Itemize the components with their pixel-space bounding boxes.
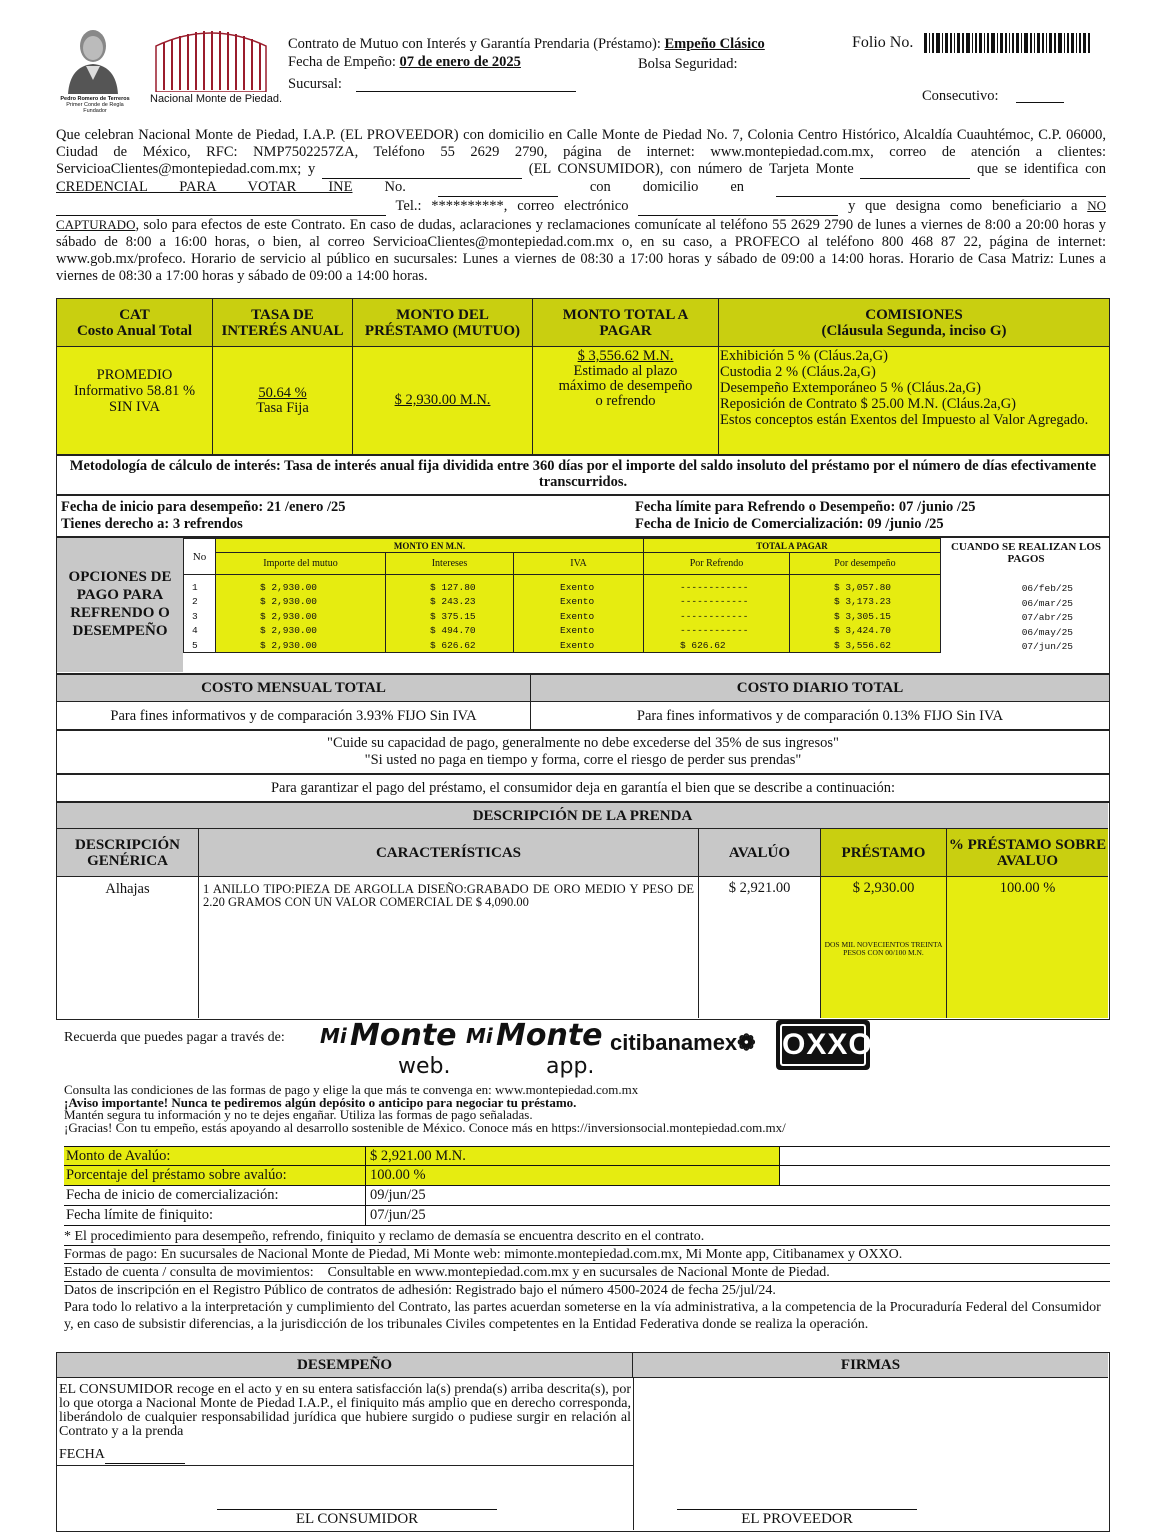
option-no: 2 (184, 595, 216, 610)
founder-portrait (62, 22, 124, 94)
caption-line: Primer Conde de Regla (66, 102, 124, 108)
contact-paragraph: , solo para efectos de este Contrato. En caso de dudas, aclaraciones y reclamaciones comunícate al teléfono 55 2629 2790 de lunes a viernes de 8:00 a 20:00 horas y sábado de 8:00 a 16:00 horas, o bien, al correo ServicioaClientes@montepiedad.com.mx o, en su caso, a PROFECO al teléfono 800 468 87 22, página de internet: www.gob.mx/profeco. Horario de servicio al público en sucursales: Lunes a viernes de 08:30 a 17:00 horas y sábado de 09:00 a 14:00 horas. Horario de Casa Matriz: Lunes a viernes de 08:30 a 17:00 horas y sábado de 09:00 a 14:00 horas. (56, 217, 1106, 284)
resumen-value: 100.00 % (366, 1166, 780, 1185)
option-intereses: $ 626.62 (386, 638, 514, 653)
costos-section (56, 674, 1110, 730)
fecha-line (288, 54, 521, 71)
mimonte-web-logo (320, 1016, 457, 1082)
aviso-importante: ¡Aviso importante! Nunca te pediremos algún depósito o anticipo para negociar tu préstamo. (64, 1094, 577, 1110)
option-iva: Exento (514, 595, 644, 610)
intro-text (56, 127, 1106, 285)
opcion-row (184, 609, 941, 624)
option-refrendo: ------------ (644, 575, 790, 595)
sucursal-label: Sucursal: (288, 76, 342, 92)
mimonte-app-logo (466, 1016, 603, 1082)
fecha-pago: 06/feb/25 (1021, 583, 1073, 594)
cat-value: Informativo 58.81 % (73, 383, 196, 399)
email-field (638, 198, 838, 216)
resumen-row (64, 1186, 1110, 1206)
option-intereses: $ 127.80 (386, 575, 514, 595)
fecha-limite: Fecha límite para Refrendo o Desempeño: 07 /junio /25 (635, 499, 976, 515)
consumidor-signature-label: EL CONSUMIDOR (295, 1511, 419, 1527)
sucursal-line (288, 76, 342, 93)
citibanamex-icon: ❁ (737, 1030, 756, 1055)
citibanamex-logo (610, 1030, 756, 1056)
option-intereses: $ 243.23 (386, 595, 514, 610)
fecha-pago: 06/mar/25 (1021, 597, 1073, 609)
option-desempeno: $ 3,424.70 (790, 624, 941, 639)
fecha-line (59, 1447, 185, 1464)
tasa-value: 50.64 % (258, 384, 307, 401)
summary-section (56, 298, 1110, 455)
tel-text: Tel.: **********, correo electrónico (395, 198, 629, 214)
option-desempeno: $ 3,556.62 (790, 638, 941, 653)
header-avaluo: AVALÚO (699, 829, 821, 877)
beneficiario-value: NO CAPTURADO (56, 198, 1106, 232)
registro-text: Datos de inscripción en el Registro Público de contratos de adhesión: Registrado bajo el número 4500-2024 de fecha 25/jul/24. (64, 1283, 776, 1298)
header-cuando: CUANDO SE REALIZAN LOS PAGOS (950, 541, 1102, 565)
logo-web: web. (398, 1054, 451, 1079)
portrait-caption (50, 96, 140, 114)
resumen-table (64, 1146, 1110, 1226)
logo-mi: Mi (466, 1024, 493, 1048)
cat-line: SIN IVA (109, 399, 160, 415)
legal-block (64, 1228, 1110, 1333)
option-iva: Exento (514, 624, 644, 639)
consumidor-text: (EL CONSUMIDOR), con número de Tarjeta Monte (528, 161, 854, 177)
resumen-value: 09/jun/25 (370, 1187, 426, 1203)
prenda-prestamo-cell (821, 877, 947, 1018)
fecha-pago: 06/may/25 (1021, 626, 1073, 638)
logo-monte: Monte (496, 1018, 603, 1053)
tasa-cell (213, 347, 353, 455)
desempeno-text: EL CONSUMIDOR recoge en el acto y en su entera satisfacción la(s) prenda(s) arriba descrita(s), por lo que otorga a Nacional Monte de Piedad I.A.P., el finiquito más amplio que en derecho corresponda, liberándolo de cualquier responsabilidad jurídica que hubiere surgido o pudiese surgir en relación al Contrato y a la prenda (59, 1382, 631, 1439)
resumen-value: $ 2,921.00 M.N. (366, 1147, 780, 1165)
oxxo-logo (776, 1020, 873, 1070)
intro-paragraph: Que celebran Nacional Monte de Piedad, I.A.P. (EL PROVEEDOR) con domicilio en Calle Monte de Piedad No. 7, Colonia Centro Histórico, Alcaldía Cuauhtémoc, C.P. 06000, Ciudad de México, RFC: NMP7502257ZA, Teléfono 55 2629 2790, página de internet: www.montepiedad.com.mx, correo de atención a clientes: ServicioaClientes@montepiedad.com.mx; y (56, 127, 1106, 177)
comision-item: Custodia 2 % (Cláus.2a,G) (720, 364, 876, 380)
option-refrendo: $ 626.62 (644, 638, 790, 653)
consulta-text: Consulta las condiciones de las formas de pago y elige la que más te convenga en: www.montepiedad.com.mx (64, 1082, 639, 1097)
option-no: 5 (184, 638, 216, 653)
fechas-box (56, 495, 1110, 537)
citibanamex-text: citibanamex (610, 1030, 738, 1055)
resumen-label: Fecha de inicio de comercialización: (64, 1186, 366, 1205)
aviso-capacidad: "Cuide su capacidad de pago, generalmente no debe excederse del 35% de sus ingresos" (327, 735, 839, 751)
logo-monte: Monte (350, 1018, 457, 1053)
option-iva: Exento (514, 638, 644, 653)
firmas-header: FIRMAS (633, 1353, 1108, 1378)
comision-item: Reposición de Contrato $ 25.00 M.N. (Cláus.2a,G) (720, 396, 1017, 412)
option-desempeno: $ 3,173.23 (790, 595, 941, 610)
summary-table (56, 298, 1110, 455)
costo-diario-header: COSTO DIARIO TOTAL (531, 675, 1109, 701)
gracias-text: ¡Gracias! Con tu empeño, estás apoyando al desarrollo sostenible de México. Conoce más en https://inversionsocial.montepiedad.com.mx/ (64, 1119, 786, 1135)
folio-barcode (924, 33, 1112, 53)
opcion-row (184, 638, 941, 653)
header-importe: Importe del mutuo (216, 553, 386, 575)
prenda-avaluo: $ 2,921.00 (699, 877, 821, 1018)
prenda-caracteristicas: 1 ANILLO TIPO:PIEZA DE ARGOLLA DISEÑO:GRABADO DE ORO MEDIO Y PESO DE 2.20 GRAMOS CON UN VALOR COMERCIAL DE $ 4,090.00 (199, 877, 699, 1018)
logo-app: app. (546, 1054, 595, 1079)
fecha-inicio-desempeno: Fecha de inicio para desempeño: 21 /enero /25 (61, 499, 346, 515)
credencial-number-field (438, 179, 558, 197)
header-porcentaje: % PRÉSTAMO SOBRE AVALUO (947, 829, 1108, 877)
header-monto-mn: MONTO EN M.N. (216, 539, 644, 553)
option-importe: $ 2,930.00 (216, 609, 386, 624)
fecha-label: Fecha de Empeño: (288, 54, 396, 70)
fecha-pago: 07/jun/25 (1021, 641, 1073, 652)
prestamo-en-letra: DOS MIL NOVECIENTOS TREINTA PESOS CON 00/100 M.N. (824, 940, 943, 957)
option-iva: Exento (514, 609, 644, 624)
header-tasa: TASA DE INTERÉS ANUAL (213, 299, 353, 347)
total-value: $ 3,556.62 M.N. (577, 348, 674, 364)
resumen-label: Porcentaje del préstamo sobre avalúo: (64, 1166, 366, 1185)
divider (633, 1378, 634, 1530)
resumen-row (64, 1166, 1110, 1186)
header-prestamo: PRÉSTAMO (821, 829, 947, 877)
resumen-row (64, 1146, 1110, 1166)
resumen-label: Fecha límite de finiquito: (64, 1206, 366, 1225)
header-intereses: Intereses (386, 553, 514, 575)
prenda-title: DESCRIPCIÓN DE LA PRENDA (57, 803, 1108, 829)
estado-cuenta-line (64, 1264, 1110, 1282)
domicilio-field (776, 179, 1106, 197)
divider (57, 1465, 633, 1466)
logo-text: Nacional Monte de Piedad. (150, 93, 283, 105)
credencial-value: CREDENCIAL PARA VOTAR INE (56, 179, 353, 195)
recuerda-text: Recuerda que puedes pagar a través de: (64, 1030, 285, 1045)
option-refrendo: ------------ (644, 624, 790, 639)
fecha-pago: 07/abr/25 (1021, 612, 1073, 623)
option-importe: $ 2,930.00 (216, 575, 386, 595)
metodologia-box (56, 455, 1110, 495)
comision-item: Desempeño Extemporáneo 5 % (Cláus.2a,G) (720, 380, 981, 396)
fecha-field (105, 1447, 185, 1464)
sucursal-field (356, 91, 576, 92)
option-no: 3 (184, 609, 216, 624)
monto-value: $ 2,930.00 M.N. (394, 392, 491, 408)
header-descripcion: DESCRIPCIÓN GENÉRICA (57, 829, 199, 877)
beneficiario-text: y que designa como beneficiario a (848, 198, 1078, 214)
option-importe: $ 2,930.00 (216, 595, 386, 610)
jurisdiccion-text: Para todo lo relativo a la interpretación y cumplimiento del Contrato, las partes acuerdan someterse en la vía administrativa, a la competencia de la Procuraduría Federal del Consumidor y, en caso de subsistir diferencias, a la jurisdicción de los tribunales Civiles competentes en la Entidad Federativa donde se realiza la operación. (64, 1300, 1101, 1332)
opcion-row (184, 575, 941, 595)
estado-cuenta-label: Estado de cuenta / consulta de movimientos: (64, 1265, 314, 1280)
caption-line: Fundador (83, 108, 107, 114)
consecutivo-field (1016, 102, 1064, 103)
monte-de-piedad-logo (152, 26, 270, 92)
option-refrendo: ------------ (644, 595, 790, 610)
opcion-row (184, 624, 941, 639)
cat-line: PROMEDIO (96, 367, 173, 383)
comision-note: Estos conceptos están Exentos del Impuesto al Valor Agregado. (720, 412, 1089, 428)
cat-cell (57, 347, 213, 455)
refrendos-permitidos: Tienes derecho a: 3 refrendos (61, 516, 243, 532)
prenda-section (56, 802, 1110, 1020)
option-no: 4 (184, 624, 216, 639)
opciones-table (183, 538, 941, 653)
costo-diario-value: Para fines informativos y de comparación 0.13% FIJO Sin IVA (531, 701, 1109, 729)
opciones-rows (184, 575, 941, 653)
option-desempeno: $ 3,057.80 (790, 575, 941, 595)
resumen-row (64, 1206, 1110, 1226)
costo-mensual-value: Para fines informativos y de comparación 3.93% FIJO Sin IVA (57, 701, 531, 729)
option-intereses: $ 375.15 (386, 609, 514, 624)
opcion-row (184, 595, 941, 610)
header-cat: CAT Costo Anual Total (57, 299, 213, 347)
header-total-pagar: TOTAL A PAGAR (644, 539, 941, 553)
option-iva: Exento (514, 575, 644, 595)
estado-cuenta-value: Consultable en www.montepiedad.com.mx y en sucursales de Nacional Monte de Piedad. (327, 1265, 830, 1280)
fecha-label: FECHA (59, 1447, 105, 1462)
header-desempeno: Por desempeño (790, 553, 941, 575)
avisos-box (56, 730, 1110, 774)
firmas-section (56, 1352, 1110, 1532)
contract-label: Contrato de Mutuo con Interés y Garantía Prendaria (Préstamo): (288, 36, 661, 52)
aviso-prendas: "Si usted no paga en tiempo y forma, corre el riesgo de perder sus prendas" (364, 752, 802, 768)
option-intereses: $ 494.70 (386, 624, 514, 639)
comisiones-cell (719, 347, 1110, 455)
prenda-descripcion: Alhajas (57, 877, 199, 1018)
logo-mi: Mi (320, 1024, 347, 1048)
contract-line (288, 36, 765, 53)
monto-cell (353, 347, 533, 455)
comision-item: Exhibición 5 % (Cláus.2a,G) (720, 348, 888, 364)
oxxo-text: OXXO (780, 1024, 866, 1066)
resumen-value: 07/jun/25 (370, 1207, 426, 1223)
no-label: No. (384, 179, 406, 195)
option-no: 1 (184, 575, 216, 595)
procedimiento-text: * El procedimiento para desempeño, refrendo, finiquito y reclamo de demasía se encuentra descrito en el contrato. (64, 1228, 1110, 1246)
bolsa-label: Bolsa Seguridad: (638, 56, 738, 72)
opciones-section (56, 537, 1110, 674)
option-importe: $ 2,930.00 (216, 638, 386, 653)
header-comisiones: COMISIONES (Cláusula Segunda, inciso G) (719, 299, 1110, 347)
folio-label: Folio No. (852, 34, 914, 51)
formas-pago-text: Formas de pago: En sucursales de Nacional Monte de Piedad, Mi Monte web: mimonte.montepiedad.com.mx, Mi Monte app, Citibanamex y OXXO. (64, 1246, 1110, 1264)
fecha-comercializacion: Fecha de Inicio de Comercialización: 09 /junio /25 (635, 516, 944, 532)
domicilio-field-2 (56, 198, 386, 216)
proveedor-signature-line (677, 1509, 917, 1510)
caption-line: Pedro Romero de Terreros (60, 96, 130, 102)
fechas-pago-list (943, 582, 1109, 655)
contract-type: Empeño Clásico (664, 36, 765, 52)
metodologia-text: Metodología de cálculo de interés: Tasa de interés anual fija dividida entre 360 días por el importe del saldo insoluto del préstamo por el número de días efectivamente transcurridos. (69, 458, 1097, 490)
domicilio-label: con domicilio en (589, 179, 745, 195)
option-importe: $ 2,930.00 (216, 624, 386, 639)
desempeno-header: DESEMPEÑO (57, 1353, 633, 1378)
option-refrendo: ------------ (644, 609, 790, 624)
fecha-value: 07 de enero de 2025 (399, 54, 521, 70)
header-refrendo: Por Refrendo (644, 553, 790, 575)
header-total: MONTO TOTAL A PAGAR (533, 299, 719, 347)
total-note: Estimado al plazo máximo de desempeño o refrendo (558, 363, 693, 409)
identifica-text: que se identifica con (977, 161, 1107, 177)
costo-mensual-header: COSTO MENSUAL TOTAL (57, 675, 531, 701)
consecutivo-label: Consecutivo: (922, 88, 999, 104)
opciones-title: OPCIONES DE PAGO PARA REFRENDO O DESEMPEÑO (57, 538, 183, 672)
header-iva: IVA (514, 553, 644, 575)
resumen-label: Monto de Avalúo: (64, 1147, 366, 1165)
seguridad-text: Mantén segura tu información y no te dejes engañar. Utiliza las formas de pago señaladas. (64, 1107, 533, 1122)
consumer-name-field (322, 161, 522, 179)
tarjeta-field (860, 161, 970, 179)
consulta-block (64, 1084, 786, 1134)
total-cell (533, 347, 719, 455)
header-monto: MONTO DEL PRÉSTAMO (MUTUO) (353, 299, 533, 347)
prenda-porcentaje: 100.00 % (947, 877, 1108, 1018)
tasa-label: Tasa Fija (256, 399, 309, 416)
option-desempeno: $ 3,305.15 (790, 609, 941, 624)
garantia-text: Para garantizar el pago del préstamo, el consumidor deja en garantía el bien que se describe a continuación: (56, 774, 1110, 802)
proveedor-signature-label: EL PROVEEDOR (741, 1511, 853, 1527)
header-no: No (184, 539, 216, 575)
consumidor-signature-line (217, 1509, 497, 1510)
header-caracteristicas: CARACTERÍSTICAS (199, 829, 699, 877)
prenda-prestamo: $ 2,930.00 (852, 880, 915, 896)
